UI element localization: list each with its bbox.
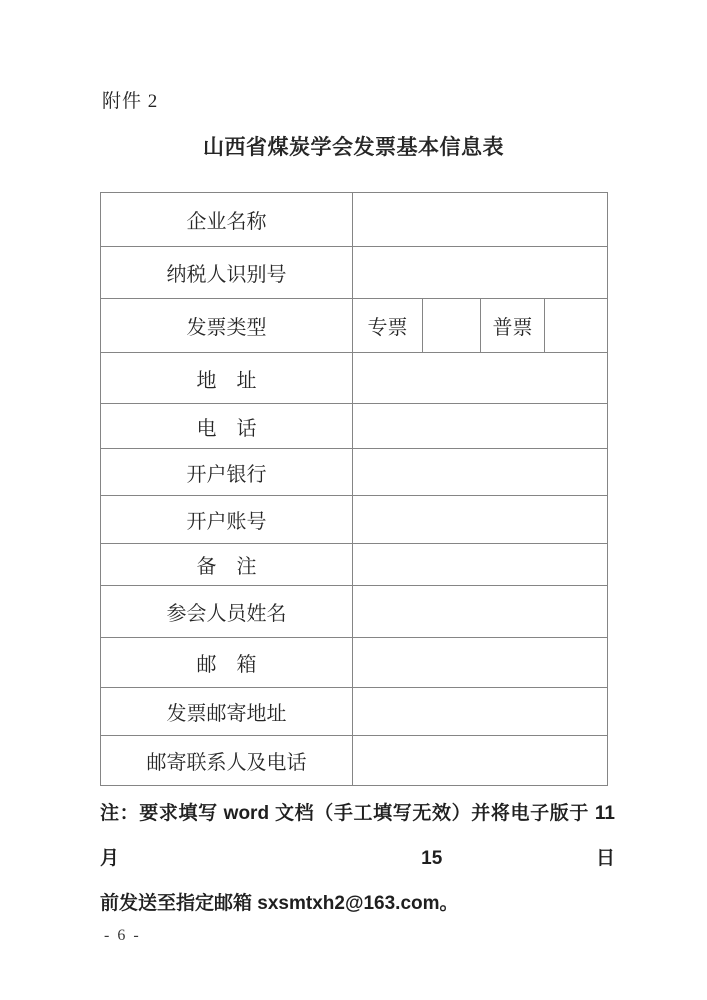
row-label-attendee-names: 参会人员姓名 xyxy=(101,586,353,638)
row-label-invoice-type: 发票类型 xyxy=(101,299,353,353)
row-label-mailing-address: 发票邮寄地址 xyxy=(101,688,353,736)
attachment-label: 附件 2 xyxy=(102,91,159,112)
row-value-mailing-address xyxy=(353,688,608,736)
table-row xyxy=(101,638,608,688)
row-label-mailing-contact: 邮寄联系人及电话 xyxy=(101,736,353,786)
table-row xyxy=(101,404,608,449)
invoice-option-general-label: 普票 xyxy=(481,299,545,353)
row-label-email: 邮 箱 xyxy=(101,638,353,688)
row-value-attendee-names xyxy=(353,586,608,638)
row-label-taxpayer-id: 纳税人识别号 xyxy=(101,247,353,299)
row-value-company-name xyxy=(353,193,608,247)
table-row xyxy=(101,353,608,404)
invoice-info-table xyxy=(100,192,608,786)
table-row xyxy=(101,496,608,544)
footnote-line-1: 注：要求填写 word 文档（手工填写无效）并将电子版于 11 月 15 日 xyxy=(100,803,615,869)
row-label-bank-account: 开户账号 xyxy=(101,496,353,544)
row-value-email xyxy=(353,638,608,688)
footnote-line-2: 前发送至指定邮箱 sxsmtxh2@163.com。 xyxy=(100,893,459,914)
table-row xyxy=(101,247,608,299)
row-label-company-name: 企业名称 xyxy=(101,193,353,247)
row-label-remarks: 备 注 xyxy=(101,544,353,586)
invoice-option-special-fill-cell xyxy=(423,299,481,353)
page-title: 山西省煤炭学会发票基本信息表 xyxy=(203,135,504,159)
row-label-phone: 电 话 xyxy=(101,404,353,449)
row-value-bank-account xyxy=(353,496,608,544)
table-row xyxy=(101,449,608,496)
footnote xyxy=(100,791,615,926)
table-row xyxy=(101,544,608,586)
row-value-taxpayer-id xyxy=(353,247,608,299)
row-value-phone xyxy=(353,404,608,449)
table-row-invoice-type xyxy=(101,299,608,353)
table-row xyxy=(101,586,608,638)
table-row xyxy=(101,688,608,736)
page-number: - 6 - xyxy=(104,927,141,944)
row-label-address: 地 址 xyxy=(101,353,353,404)
row-label-bank: 开户银行 xyxy=(101,449,353,496)
row-value-remarks xyxy=(353,544,608,586)
table-row xyxy=(101,736,608,786)
invoice-option-general-fill-cell xyxy=(545,299,608,353)
row-value-address xyxy=(353,353,608,404)
row-value-bank xyxy=(353,449,608,496)
table-row xyxy=(101,193,608,247)
row-value-mailing-contact xyxy=(353,736,608,786)
invoice-option-special-label: 专票 xyxy=(353,299,423,353)
